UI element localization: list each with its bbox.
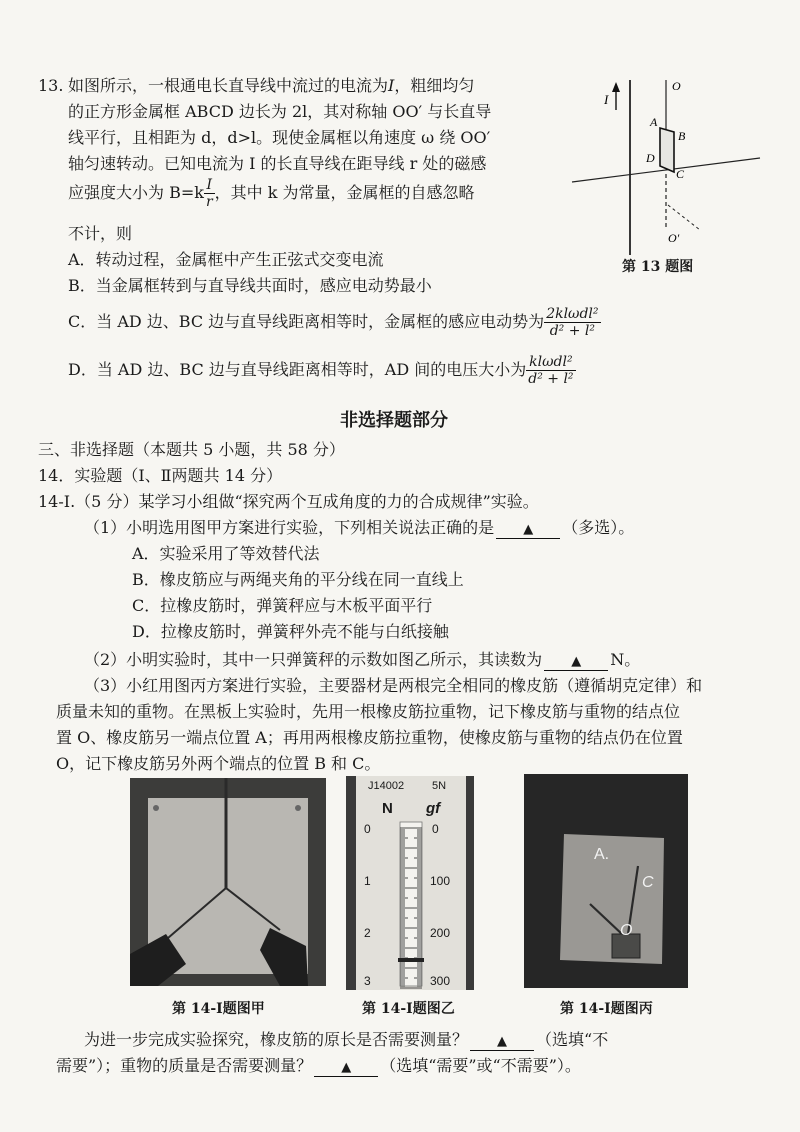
photo-jia [130, 778, 326, 986]
current-arrow-head [612, 82, 620, 92]
photo-bing [524, 774, 688, 988]
photo-bing-label-o: O [620, 922, 633, 939]
section-title: 非选择题部分 [340, 410, 448, 431]
option-d-fraction: $\frac{\text{klωdl²}}{\text{d² + l²}}$ [528, 354, 574, 387]
scale-pointer [398, 958, 424, 962]
q13-figure-caption: 第 13 题图 [622, 259, 694, 275]
q14-heading: 14．实验题（Ⅰ、Ⅱ两题共 14 分） [38, 466, 283, 485]
q14i-sub3-line4: O，记下橡皮筋另外两个端点的位置 B 和 C。 [56, 754, 381, 773]
pin-icon [295, 805, 301, 811]
q14i-final-line1: 为进一步完成实验探究，橡皮筋的原长是否需要测量？ ▲ （选填“不 [84, 1030, 609, 1049]
q14i-option-c: C．拉橡皮筋时，弹簧秤应与木板平面平行 [132, 596, 433, 615]
scale-left-tick-2: 2 [364, 926, 371, 940]
label-d: D [646, 151, 655, 165]
q13-number: 13. [38, 76, 64, 95]
q13-line2: 的正方形金属框 ABCD 边长为 2l，其对称轴 OO′ 与长直导 [68, 102, 492, 121]
scale-right-tick-300: 300 [430, 974, 451, 988]
label-a: A [650, 115, 658, 129]
photo-bing-label-a: A. [594, 846, 610, 863]
answer-blank-1[interactable]: ▲ [496, 522, 560, 539]
q14i-option-b: B．橡皮筋应与两绳夹角的平分线在同一直线上 [132, 570, 464, 589]
q14i-sub3-line1: （3）小红用图丙方案进行实验，主要器材是两根完全相同的橡皮筋（遵循胡克定律）和 [84, 676, 703, 695]
scale-left-tick-3: 3 [364, 974, 371, 988]
answer-blank-3[interactable]: ▲ [470, 1034, 534, 1051]
q14i-option-d: D．拉橡皮筋时，弹簧秤外壳不能与白纸接触 [132, 622, 449, 641]
photo-bing-drawing [524, 774, 688, 988]
caption-bing: 第 14-Ⅰ题图丙 [560, 1001, 653, 1017]
scale-yi [346, 776, 474, 990]
q14i-sub2: （2）小明实验时，其中一只弹簧秤的示数如图乙所示，其读数为 ▲ N。 [84, 650, 641, 669]
q13-option-a: A．转动过程，金属框中产生正弦式交变电流 [68, 250, 384, 269]
caption-yi: 第 14-Ⅰ题图乙 [362, 1001, 455, 1017]
q14i-sub1: （1）小明选用图甲方案进行实验，下列相关说法正确的是 ▲ （多选）。 [84, 518, 635, 537]
metal-frame [660, 128, 674, 172]
q13-line3: 线平行，且相距为 d，d>l。现使金属框以角速度 ω 绕 OO′ [68, 128, 491, 147]
scale-left-tick-1: 1 [364, 874, 371, 888]
label-o-prime: O′ [668, 231, 680, 245]
part-three-heading: 三、非选择题（本题共 5 小题，共 58 分） [38, 440, 345, 459]
q13-line5: 应强度大小为 B=k $\frac{I}{r}$ ，其中 k 为常量，金属框的自感忽略 [68, 177, 475, 210]
q13-line1: 如图所示，一根通电长直导线中流过的电流为I，粗细均匀 [68, 76, 475, 95]
scale-right-tick-200: 200 [430, 926, 451, 940]
b-formula-fraction: $\frac{I}{r}$ [205, 177, 213, 210]
q14i-option-a: A．实验采用了等效替代法 [132, 544, 320, 563]
label-b: B [678, 129, 686, 143]
label-i: I [604, 92, 609, 107]
scale-header-right: 5N [432, 780, 447, 792]
scale-right-tick-100: 100 [430, 874, 451, 888]
answer-blank-2[interactable]: ▲ [544, 654, 608, 671]
projection-line [668, 205, 700, 230]
label-o: O [672, 79, 681, 93]
answer-blank-4[interactable]: ▲ [314, 1060, 378, 1077]
scale-unit-gf: gf [426, 800, 441, 817]
photo-bing-label-c: C [642, 874, 654, 891]
q13-line4: 轴匀速转动。已知电流为 I 的长直导线在距导线 r 处的磁感 [68, 154, 487, 173]
option-c-fraction: $\frac{\text{2klωdl²}}{\text{d² + l²}}$ [546, 306, 599, 339]
photo-jia-drawing [130, 778, 326, 986]
q14i-final-line2: 需要”）；重物的质量是否需要测量？ ▲ （选填“需要”或“不需要”）。 [56, 1056, 581, 1075]
scale-header-left: J14002 [368, 780, 405, 792]
scale-left-tick-0: 0 [364, 822, 371, 836]
scale-right-tick-0: 0 [432, 822, 439, 836]
q14i-sub3-line2: 质量未知的重物。在黑板上实验时，先用一根橡皮筋拉重物，记下橡皮筋与重物的结点位 [56, 702, 681, 721]
scale-unit-n: N [382, 800, 393, 817]
q13-option-b: B．当金属框转到与直导线共面时，感应电动势最小 [68, 276, 432, 295]
label-c: C [676, 167, 685, 181]
q13-line6: 不计，则 [68, 224, 133, 243]
q14i-intro: 14-Ⅰ.（5 分）某学习小组做“探究两个互成角度的力的合成规律”实验。 [38, 492, 539, 511]
caption-jia: 第 14-Ⅰ题图甲 [172, 1001, 265, 1017]
q13-option-d: D．当 AD 边、BC 边与直导线距离相等时，AD 间的电压大小为 $\frac{\text{klωdl²}}{\text{d² + l²}}$ [68, 354, 574, 387]
q13-option-c: C．当 AD 边、BC 边与直导线距离相等时，金属框的感应电动势为 $\frac{\text{2klωdl²}}{\text{d² + l²}}$ [68, 306, 599, 339]
q13-figure [560, 70, 770, 270]
q14i-sub3-line3: 置 O、橡皮筋另一端点位置 A；再用两根橡皮筋拉重物，使橡皮筋与重物的结点仍在位置 [56, 728, 683, 747]
pin-icon [153, 805, 159, 811]
